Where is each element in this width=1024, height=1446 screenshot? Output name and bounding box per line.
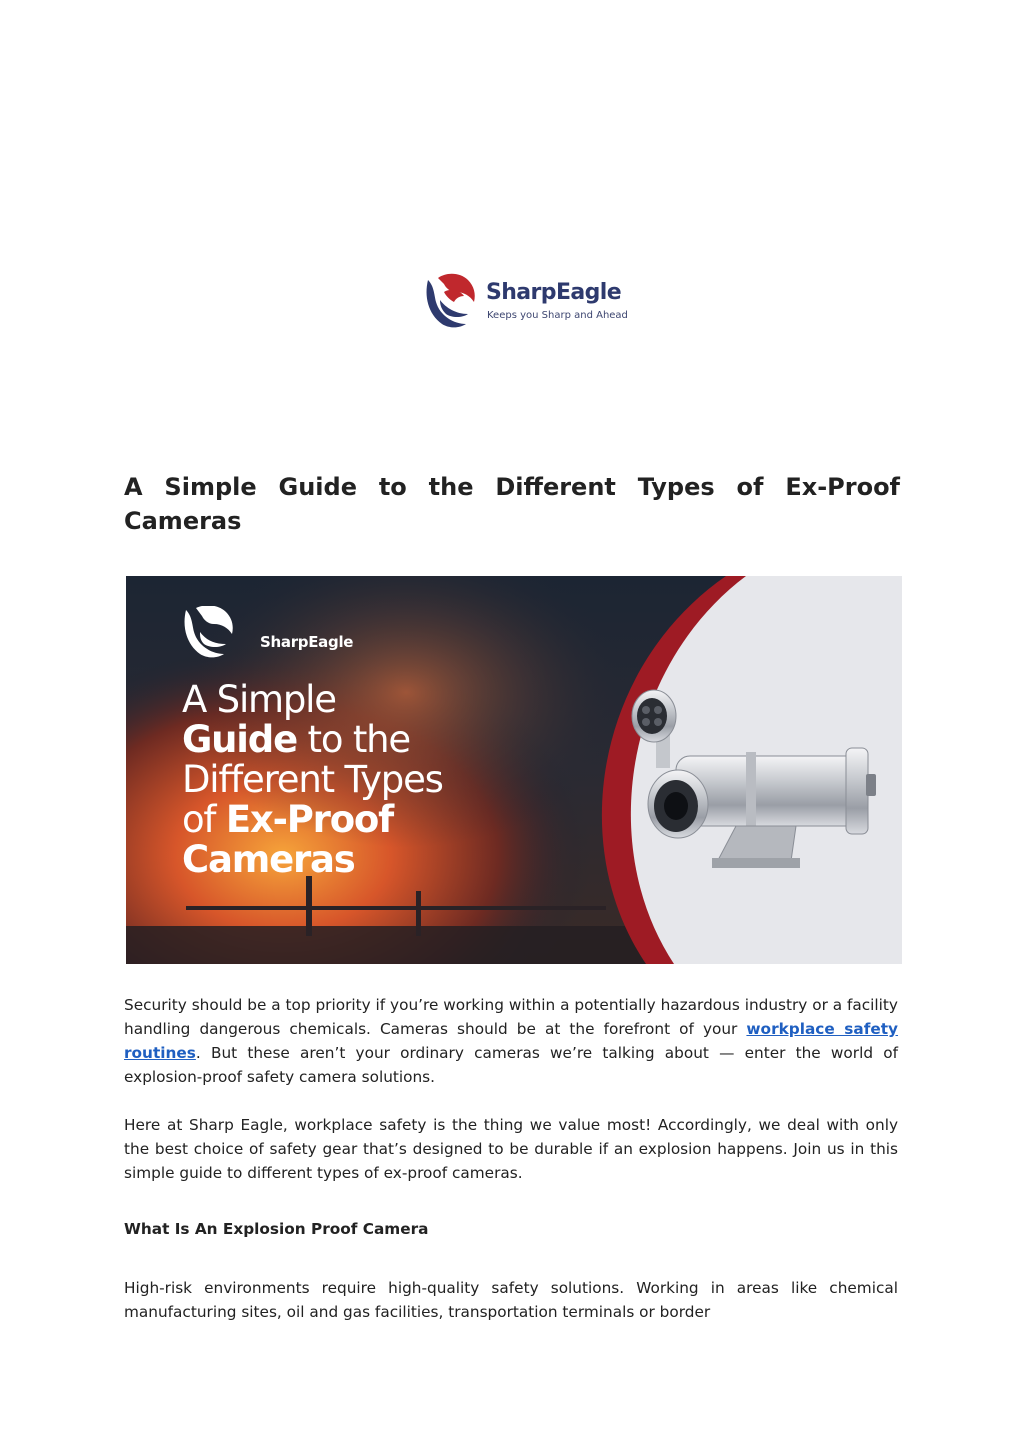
banner-heading-cameras: Cameras bbox=[182, 838, 355, 881]
banner-heading-guide: Guide bbox=[182, 718, 297, 761]
third-paragraph: High-risk environments require high-quality safety solutions. Working in areas like chemical manufacturing sites, oil and gas facilities, transportation terminals or border bbox=[124, 1279, 898, 1321]
banner-heading-line-1: A Simple bbox=[182, 678, 336, 721]
second-paragraph: Here at Sharp Eagle, workplace safety is the thing we value most! Accordingly, we deal with only the best choice of safety gear that’s designed to be durable if an explosion happens. Join us in this simple guide to different types of ex-proof cameras. bbox=[124, 1116, 898, 1182]
workplace-safety-routines-link[interactable]: workplace safety routines bbox=[124, 1020, 899, 1062]
banner-heading-line-3: Different Types bbox=[182, 758, 443, 801]
logo-tagline: Keeps you Sharp and Ahead bbox=[487, 310, 628, 321]
title-line-2: Cameras bbox=[124, 507, 242, 535]
banner-heading-ex-proof: Ex-Proof bbox=[225, 798, 394, 841]
intro-paragraph bbox=[124, 993, 898, 1089]
banner-heading-line-4 bbox=[182, 800, 562, 840]
banner-heading bbox=[182, 680, 562, 880]
ex-proof-camera-image bbox=[616, 686, 896, 886]
title-line-1: A Simple Guide to the Different Types of Ex-Proof bbox=[124, 473, 900, 501]
banner-logo-text: SharpEagle bbox=[260, 633, 354, 651]
banner-heading-line-5 bbox=[182, 840, 562, 880]
eagle-icon bbox=[420, 270, 478, 330]
section-heading: What Is An Explosion Proof Camera bbox=[124, 1220, 429, 1238]
banner-heading-of: of bbox=[182, 798, 226, 841]
intro-text-before-link: Security should be a top priority if you’re working within a potentially hazardous industry or a facility handling dangerous chemicals. Cameras should be at the forefront of your bbox=[124, 996, 898, 1038]
sharpeagle-logo bbox=[420, 270, 630, 332]
banner-heading-line-2 bbox=[182, 720, 562, 760]
page-title bbox=[124, 470, 900, 538]
banner-heading-to-the: to the bbox=[296, 718, 410, 761]
featured-banner-image bbox=[126, 576, 902, 964]
logo-name: SharpEagle bbox=[486, 280, 622, 305]
intro-text-after-link: . But these aren’t your ordinary cameras we’re talking about — enter the world of explosion-proof safety camera solutions. bbox=[124, 1044, 898, 1086]
